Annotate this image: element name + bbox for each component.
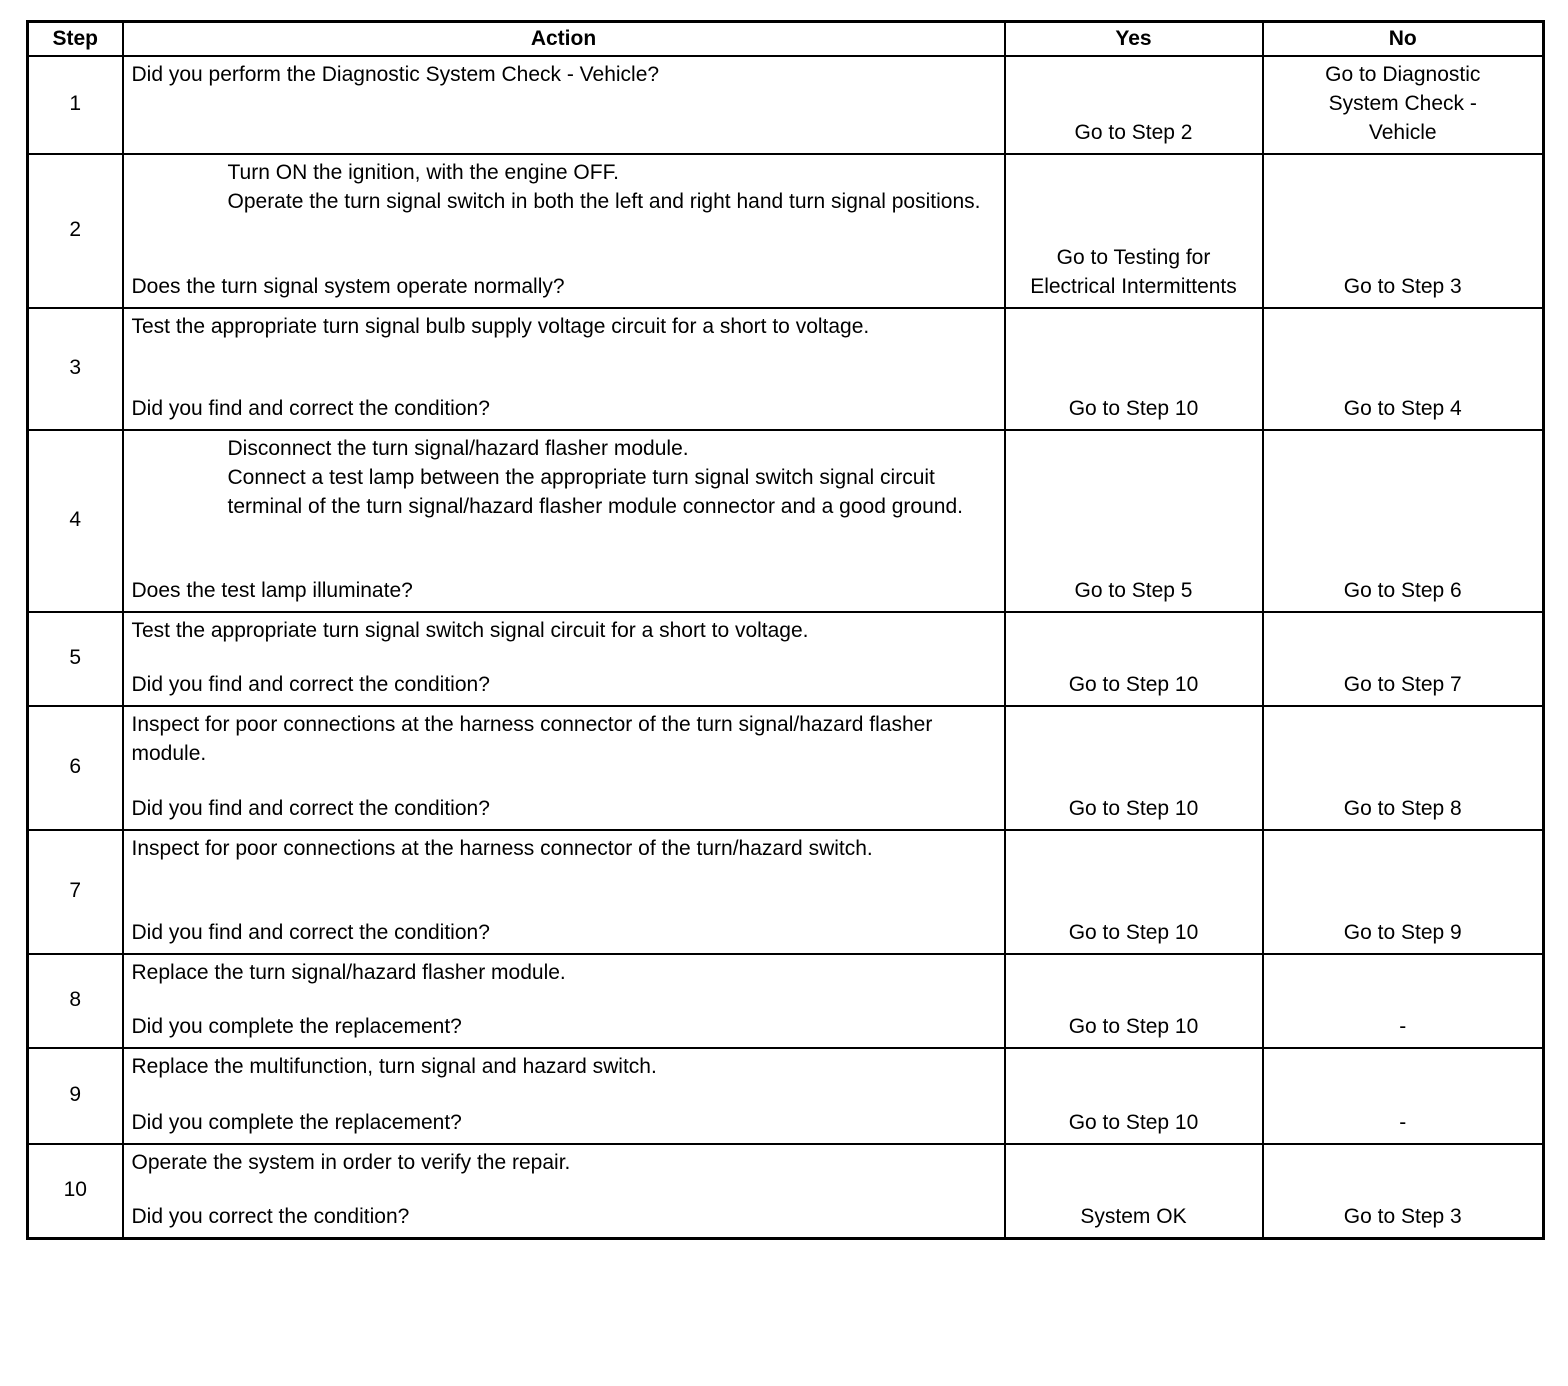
no-cell [1263, 954, 1544, 1048]
header-row [28, 22, 1544, 57]
column-header-step: Step [28, 22, 123, 57]
action-question: Did you find and correct the condition? [131, 920, 490, 944]
no-cell [1263, 154, 1544, 308]
no-outcome: Go to Step 8 [1343, 796, 1462, 820]
yes-cell [1005, 706, 1263, 830]
no-outcome: Go to Step 3 [1343, 274, 1462, 298]
no-cell [1263, 1144, 1544, 1239]
yes-outcome: Go to Step 10 [1068, 920, 1199, 944]
action-question: Did you perform the Diagnostic System Check - Vehicle? [131, 63, 660, 86]
action-cell [123, 954, 1005, 1048]
yes-cell [1005, 154, 1263, 308]
action-cell [123, 1048, 1005, 1144]
yes-outcome: Go to Step 10 [1068, 1110, 1199, 1134]
yes-outcome: Go to Step 5 [1074, 578, 1193, 602]
action-question: Did you find and correct the condition? [131, 796, 490, 820]
yes-outcome: Go to Testing for Electrical Intermittents [1030, 245, 1237, 298]
table-row [28, 308, 1544, 430]
yes-outcome: Go to Step 10 [1068, 396, 1199, 420]
no-cell [1263, 1048, 1544, 1144]
yes-cell [1005, 830, 1263, 954]
action-question: Does the test lamp illuminate? [131, 578, 413, 602]
action-cell [123, 56, 1005, 154]
no-outcome: - [1399, 1110, 1407, 1134]
yes-outcome: Go to Step 2 [1074, 120, 1193, 144]
no-outcome: Go to Step 4 [1343, 396, 1462, 420]
table-row [28, 612, 1544, 706]
action-question: Did you find and correct the condition? [131, 396, 490, 420]
instruction-line: Turn ON the ignition, with the engine OFF. [227, 160, 619, 184]
action-instructions [228, 435, 996, 522]
table-row [28, 56, 1544, 154]
instruction-line: Inspect for poor connections at the harness connector of the turn signal/hazard flasher module. [131, 712, 933, 765]
instruction-line: Operate the turn signal switch in both the left and right hand turn signal positions. [227, 189, 981, 213]
action-instructions [132, 959, 996, 988]
table-row [28, 706, 1544, 830]
no-cell [1263, 706, 1544, 830]
action-instructions [228, 159, 996, 217]
yes-cell [1005, 1144, 1263, 1239]
action-instructions [132, 835, 996, 864]
step-number: 3 [28, 308, 123, 430]
instruction-line: Operate the system in order to verify the repair. [131, 1150, 571, 1174]
step-number: 9 [28, 1048, 123, 1144]
table-row [28, 830, 1544, 954]
action-cell [123, 430, 1005, 612]
table-row [28, 1048, 1544, 1144]
yes-outcome: Go to Step 10 [1068, 796, 1199, 820]
action-question: Did you complete the replacement? [131, 1110, 462, 1134]
table-row [28, 954, 1544, 1048]
action-cell [123, 706, 1005, 830]
yes-outcome: Go to Step 10 [1068, 672, 1199, 696]
step-number: 5 [28, 612, 123, 706]
yes-cell [1005, 430, 1263, 612]
instruction-line: Test the appropriate turn signal switch signal circuit for a short to voltage. [131, 618, 809, 642]
column-header-action: Action [123, 22, 1005, 57]
column-header-yes: Yes [1005, 22, 1263, 57]
action-cell [123, 1144, 1005, 1239]
instruction-line: Replace the multifunction, turn signal and hazard switch. [131, 1054, 657, 1078]
step-number: 10 [28, 1144, 123, 1239]
instruction-line: Disconnect the turn signal/hazard flasher module. [227, 436, 689, 460]
action-cell [123, 308, 1005, 430]
no-cell [1263, 308, 1544, 430]
step-number: 1 [28, 56, 123, 154]
no-cell [1263, 430, 1544, 612]
no-cell [1263, 56, 1544, 154]
instruction-line: Test the appropriate turn signal bulb supply voltage circuit for a short to voltage. [131, 314, 870, 338]
no-outcome: - [1399, 1014, 1407, 1038]
no-outcome: Go to Diagnostic System Check - Vehicle [1325, 63, 1481, 144]
action-cell [123, 830, 1005, 954]
action-cell [123, 154, 1005, 308]
yes-cell [1005, 308, 1263, 430]
action-cell [123, 612, 1005, 706]
no-outcome: Go to Step 9 [1343, 920, 1462, 944]
no-outcome: Go to Step 7 [1343, 672, 1462, 696]
action-question: Does the turn signal system operate normally? [131, 274, 565, 298]
table-row [28, 430, 1544, 612]
step-number: 8 [28, 954, 123, 1048]
action-instructions [132, 313, 996, 342]
yes-cell [1005, 954, 1263, 1048]
action-question: Did you complete the replacement? [131, 1014, 462, 1038]
no-cell [1263, 612, 1544, 706]
yes-cell [1005, 1048, 1263, 1144]
diagnostic-table [26, 20, 1545, 1240]
action-instructions [132, 1149, 996, 1178]
table-row [28, 154, 1544, 308]
action-question: Did you correct the condition? [131, 1204, 410, 1228]
action-instructions [132, 711, 996, 769]
no-outcome: Go to Step 3 [1343, 1204, 1462, 1228]
action-instructions [132, 617, 996, 646]
yes-outcome: System OK [1080, 1204, 1187, 1228]
no-outcome: Go to Step 6 [1343, 578, 1462, 602]
instruction-line: Connect a test lamp between the appropriate turn signal switch signal circuit terminal of the turn signal/hazard flasher module connector and a good ground. [227, 465, 963, 518]
step-number: 2 [28, 154, 123, 308]
instruction-line: Replace the turn signal/hazard flasher module. [131, 960, 566, 984]
step-number: 6 [28, 706, 123, 830]
yes-cell [1005, 612, 1263, 706]
action-instructions [132, 1053, 996, 1082]
action-question: Did you find and correct the condition? [131, 672, 490, 696]
yes-cell [1005, 56, 1263, 154]
step-number: 4 [28, 430, 123, 612]
instruction-line: Inspect for poor connections at the harness connector of the turn/hazard switch. [131, 836, 873, 860]
table-row [28, 1144, 1544, 1239]
step-number: 7 [28, 830, 123, 954]
column-header-no: No [1263, 22, 1544, 57]
no-cell [1263, 830, 1544, 954]
yes-outcome: Go to Step 10 [1068, 1014, 1199, 1038]
